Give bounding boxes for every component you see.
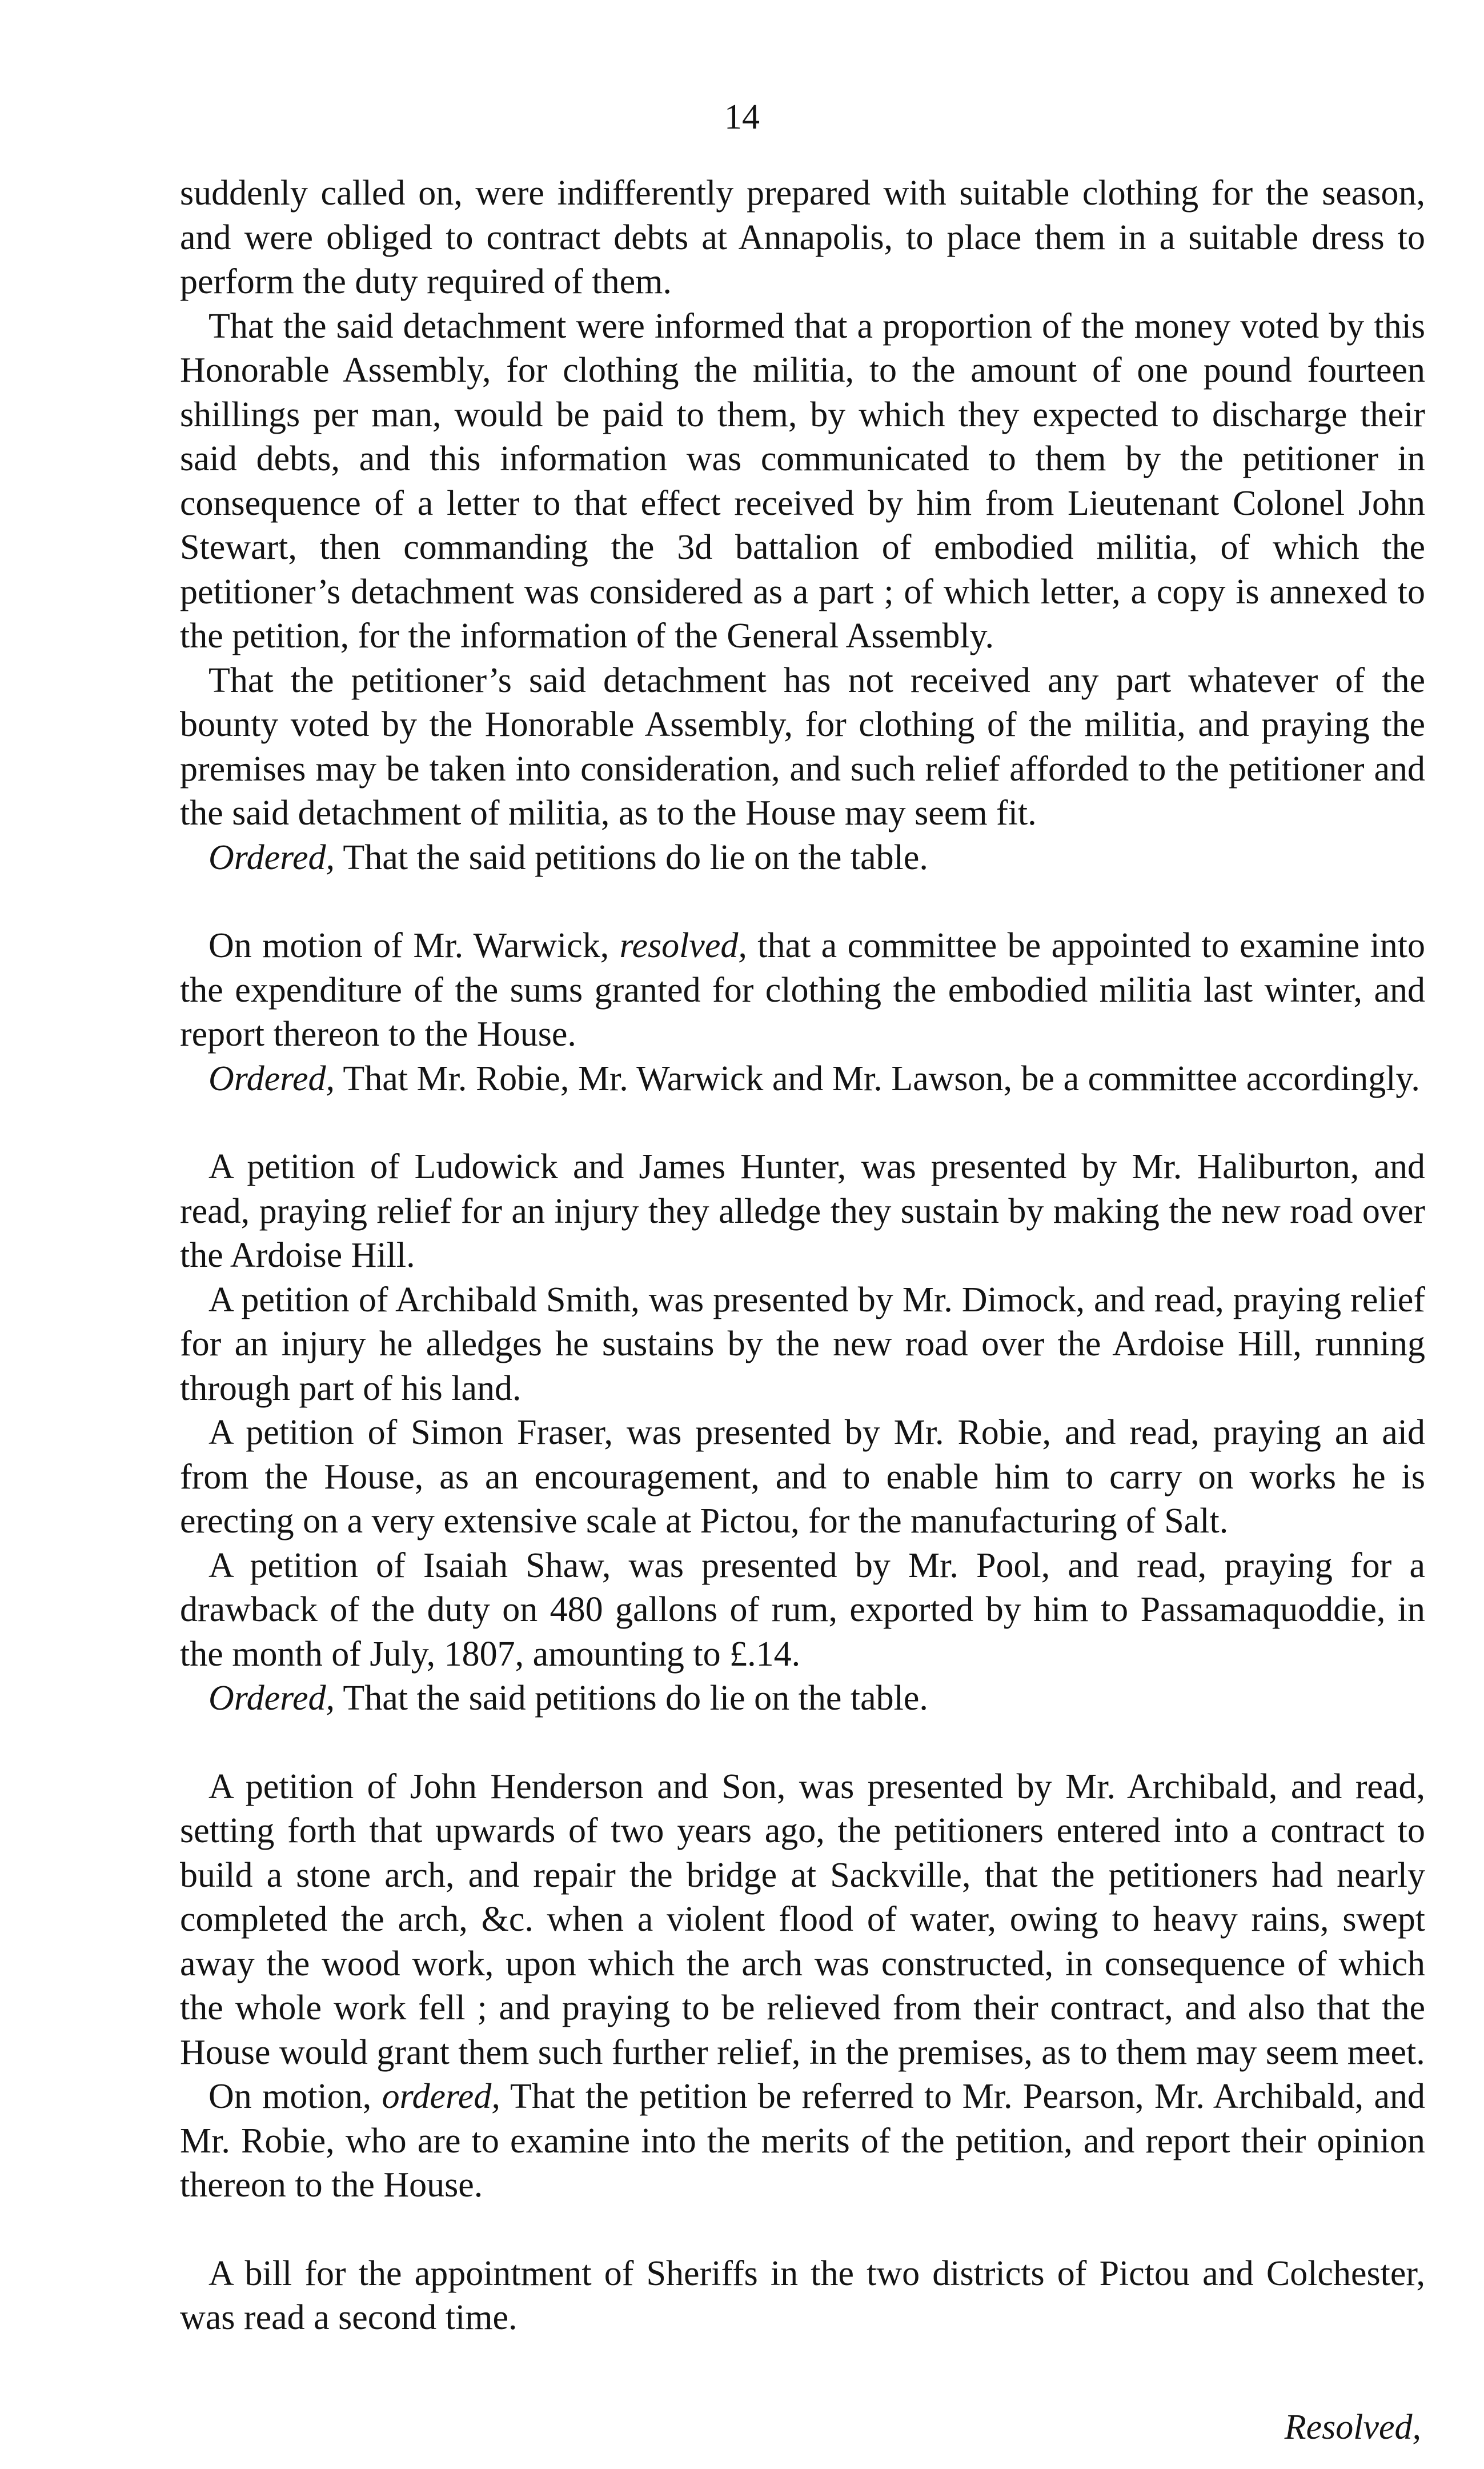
paragraph-text: A petition of Ludowick and James Hunter, was presented by Mr. Haliburton, and read, praying relief for an injury they alledge they sustain by making the new road over the Ardoise Hill. xyxy=(180,1147,1425,1275)
paragraph-text: That the petition be referred to Mr. Pearson, Mr. Archibald, and Mr. Robie, who are to examine into the merits of the petition, and report their opinion thereon to the House. xyxy=(180,2077,1426,2204)
paragraph-text: that a committee be appointed to examine into the expenditure of the sums granted for clothing the embodied militia last winter, and report thereon to the House. xyxy=(180,926,1425,1054)
paragraph-text: That Mr. Robie, Mr. Warwick and Mr. Lawson, be a committee accordingly. xyxy=(334,1059,1420,1098)
paragraph xyxy=(180,1145,1425,1278)
paragraph xyxy=(180,924,1425,1057)
paragraph xyxy=(180,659,1425,836)
paragraph xyxy=(180,1278,1425,1411)
paragraph xyxy=(180,171,1425,305)
paragraph xyxy=(180,1544,1425,1677)
paragraph xyxy=(180,1676,1425,1721)
paragraph-text: That the said petitions do lie on the table. xyxy=(334,838,928,877)
page-number: 14 xyxy=(724,98,760,137)
paragraph xyxy=(180,305,1425,659)
paragraph-text: A petition of Simon Fraser, was presented by Mr. Robie, and read, praying an aid from the House, as an encouragement, and to enable him to carry on works he is erecting on a very extensive scale at Pictou, for the manufacturing of Salt. xyxy=(180,1413,1425,1540)
catchword: Resolved, xyxy=(1284,2408,1421,2447)
paragraph-text: That the said detachment were informed that a proportion of the money voted by this Honorable Assembly, for clothing the militia, to the amount of one pound fourteen shillings per man, would be paid to them, by which they expected to discharge their said debts, and this information was communicated to them by the petitioner in consequence of a letter to that effect received by him from Lieutenant Colonel John Stewart, then commanding the 3d battalion of embodied militia, of which the petitioner’s detachment was considered as a part ; of which letter, a copy is annexed to the petition, for the information of the General Assembly. xyxy=(180,306,1425,655)
paragraph-text: A petition of Isaiah Shaw, was presented by Mr. Pool, and read, praying for a drawback of the duty on 480 gallons of rum, exported by him to Passamaquoddie, in the month of July, 1807, amounting to £.14. xyxy=(180,1546,1425,1674)
paragraph xyxy=(180,1411,1425,1544)
paragraph-text: A petition of Archibald Smith, was presented by Mr. Dimock, and read, praying relief for an injury he alledges he sustains by the new road over the Ardoise Hill, running through part of his land. xyxy=(180,1280,1425,1408)
paragraph-text: On motion, xyxy=(208,2077,382,2116)
paragraph xyxy=(180,2075,1425,2208)
paragraph xyxy=(180,1765,1425,2075)
ordered-label: ordered, xyxy=(382,2077,500,2116)
paragraph-text: suddenly called on, were indifferently prepared with suitable clothing for the season, and were obliged to contract debts at Annapolis, to place them in a suitable dress to perform the duty required of them. xyxy=(180,174,1425,301)
ordered-label: Ordered, xyxy=(208,838,335,877)
section-gap xyxy=(180,880,1425,924)
paragraph xyxy=(180,2252,1425,2340)
section-gap xyxy=(180,1101,1425,1145)
paragraph-text: That the said petitions do lie on the table. xyxy=(334,1679,928,1718)
resolved-label: resolved, xyxy=(619,926,747,965)
paragraph-text: A bill for the appointment of Sheriffs in the two districts of Pictou and Colchester, was read a second time. xyxy=(180,2254,1425,2337)
paragraph-text: That the petitioner’s said detachment has not received any part whatever of the bounty voted by the Honorable Assembly, for clothing of the militia, and praying the premises may be taken into consideration, and such relief afforded to the petitioner and the said detachment of militia, as to the House may seem fit. xyxy=(180,661,1425,833)
paragraph-text: On motion of Mr. Warwick, xyxy=(208,926,620,965)
document-body xyxy=(180,171,1425,2340)
section-gap xyxy=(180,2208,1425,2252)
paragraph xyxy=(180,1057,1425,1102)
ordered-label: Ordered, xyxy=(208,1059,335,1098)
ordered-label: Ordered, xyxy=(208,1679,335,1718)
paragraph-text: A petition of John Henderson and Son, was presented by Mr. Archibald, and read, setting forth that upwards of two years ago, the petitioners entered into a contract to build a stone arch, and repair the bridge at Sackville, that the petitioners had nearly completed the arch, &c. when a violent flood of water, owing to heavy rains, swept away the wood work, upon which the arch was constructed, in consequence of which the whole work fell ; and praying to be relieved from their contract, and also that the House would grant them such further relief, in the premises, as to them may seem meet. xyxy=(180,1767,1425,2072)
paragraph xyxy=(180,836,1425,881)
section-gap xyxy=(180,1721,1425,1765)
